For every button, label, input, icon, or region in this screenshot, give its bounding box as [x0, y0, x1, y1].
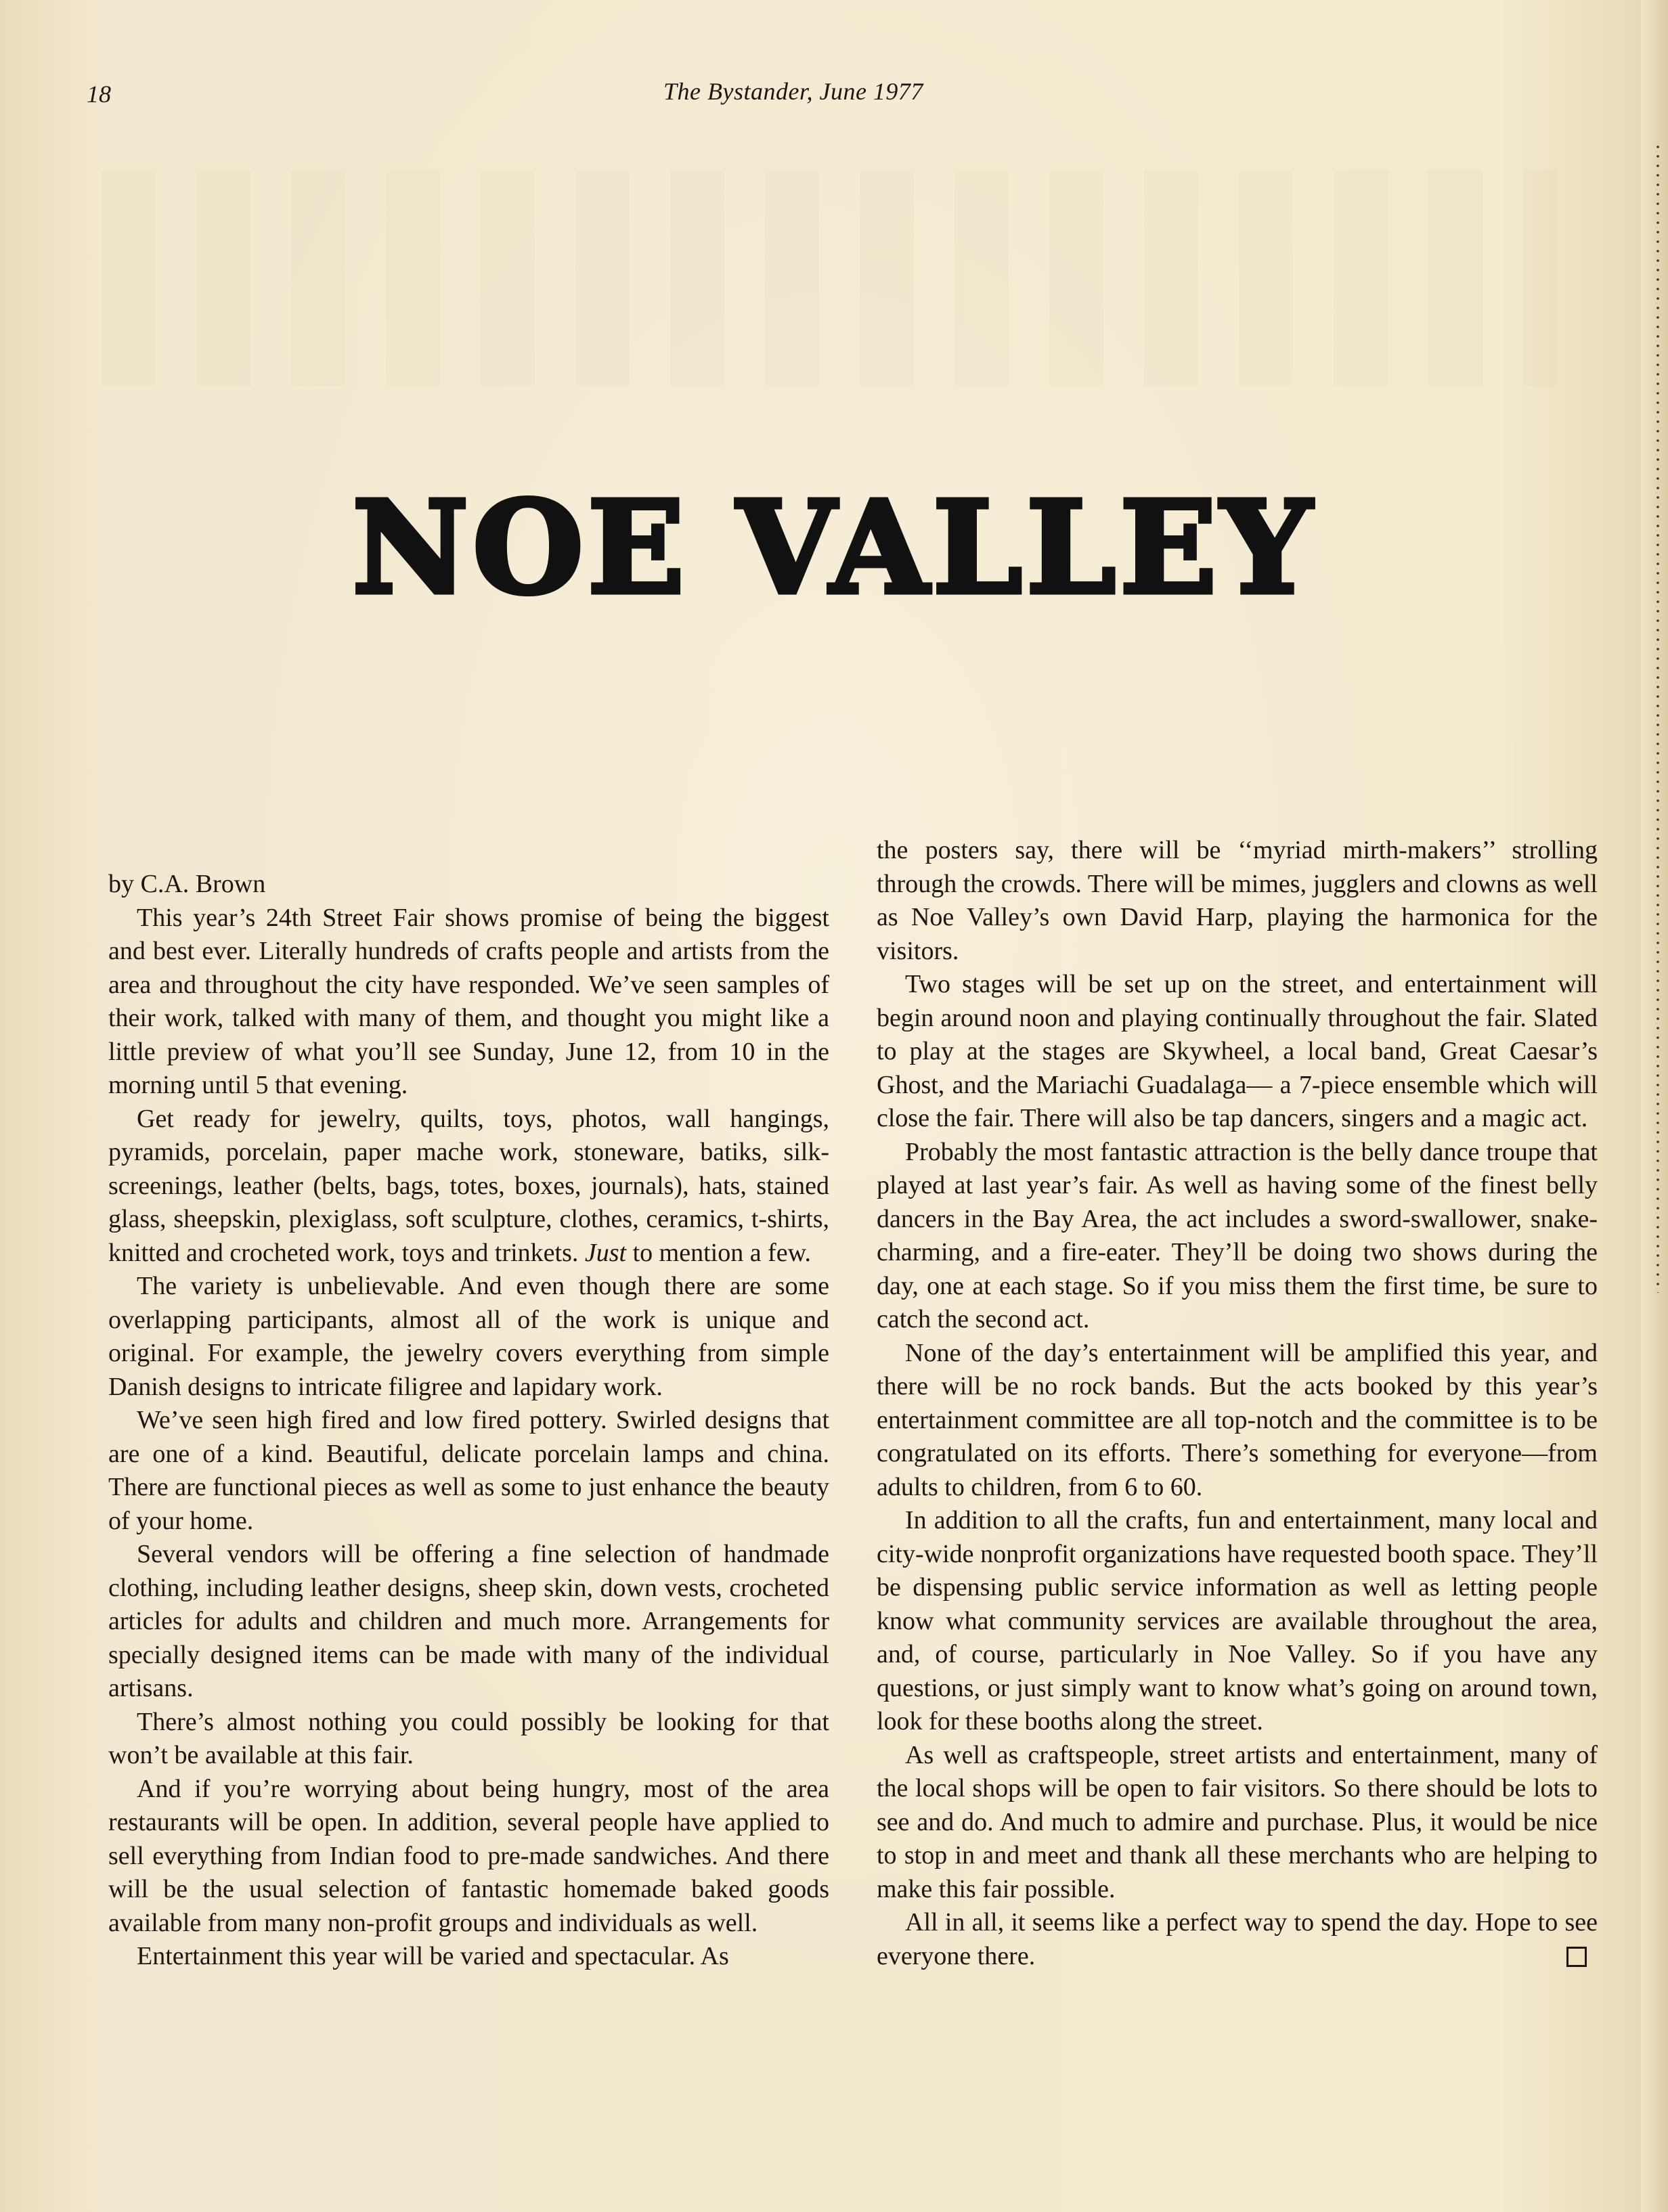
paragraph: None of the day’s entertainment will be amplified this year, and there will be no rock bands. But the acts booked by this year’s entertainment committee are all top-notch and the committee is to be congratulated on its efforts. There’s something for everyone—from adults to children, from 6 to 60. — [877, 1338, 1598, 1501]
paragraph: In addition to all the crafts, fun and entertainment, many local and city-wide nonprofit organizations have requested booth space. They’ll be dispensing public service information as well as letting people know what community services are available throughout the area, and, of course, particularly in Noe Valley. So if you have any questions, or just simply want to know what’s going on around town, look for these booths along the street. — [877, 1506, 1598, 1735]
paragraph: And if you’re worrying about being hungry, most of the area restaurants will be open. In addition, several people have applied to sell everything from Indian food to pre-made sandwiches. And there will be the usual selection of fantastic homemade baked goods available from many non-profit groups and individuals as well. — [108, 1774, 829, 1937]
left-column — [108, 868, 829, 1974]
article-headline: NOE VALLEY — [352, 472, 1316, 623]
paragraph: We’ve seen high fired and low fired pottery. Swirled designs that are one of a kind. Beautiful, delicate porcelain lamps and china. There are functional pieces as well as some to just enhance the beauty of your home. — [108, 1406, 829, 1535]
paragraph: There’s almost nothing you could possibly be looking for that won’t be available at this fair. — [108, 1707, 829, 1769]
perforation-dots — [1656, 142, 1660, 1293]
paragraph-tail: to mention a few. — [626, 1238, 812, 1267]
running-head: The Bystander, June 1977 — [663, 78, 923, 105]
paragraph: Two stages will be set up on the street, and entertainment will begin around noon and playing continually throughout the fair. Slated to play at the stages are Skywheel, a local band, Great Caesar’s Ghost, and the Mariachi Guadalaga— a 7-piece ensemble which will close the fair. There will also be tap dancers, singers and a magic act. — [877, 970, 1598, 1132]
paragraph: Several vendors will be offering a fine selection of handmade clothing, including leather designs, sheep skin, down vests, crocheted articles for adults and children and much more. Arrangements for specially designed items can be made with many of the individual artisans. — [108, 1540, 829, 1702]
paragraph-text: Get ready for jewelry, quilts, toys, photos, wall hangings, pyramids, porcelain, paper mache work, stoneware, batiks, silk-screenings, leather (belts, bags, totes, boxes, journals), hats, stained glass, sheepskin, plexiglass, soft sculpture, clothes, ceramics, t-shirts, knitted and crocheted work, toys and trinkets. — [108, 1104, 829, 1267]
right-column — [877, 834, 1598, 1973]
byline: by C.A. Brown — [108, 870, 266, 898]
paragraph: This year’s 24th Street Fair shows promise of being the biggest and best ever. Literally hundreds of crafts people and artists from the area and throughout the city have responded. We’ve seen samples of their work, talked with many of them, and thought you might like a little preview of what you’ll see Sunday, June 12, from 10 in the morning until 5 that evening. — [108, 903, 829, 1099]
paragraph: Entertainment this year will be varied and spectacular. As — [137, 1942, 729, 1970]
paragraph-text: All in all, it seems like a perfect way to spend the day. Hope to see everyone there. — [877, 1908, 1598, 1970]
page-edge — [1641, 0, 1668, 2212]
paragraph-emphasis: Just — [584, 1238, 627, 1267]
paragraph: Probably the most fantastic attraction is the belly dance troupe that played at last year’s fair. As well as having some of the finest belly dancers in the Bay Area, the act includes a sword-swallower, snake-charming, and a fire-eater. They’ll be doing two shows during the day, one at each stage. So if you miss them the first time, be sure to catch the second act. — [877, 1137, 1598, 1333]
page-number: 18 — [87, 81, 111, 108]
paragraph — [108, 1103, 829, 1270]
bleed-through-shadow — [102, 169, 1557, 386]
paragraph: As well as craftspeople, street artists and entertainment, many of the local shops will be open to fair visitors. So there should be lots to see and do. And much to admire and purchase. Plus, it would be nice to stop in and meet and thank all these merchants who are helping to make this fair possible. — [877, 1740, 1598, 1903]
end-mark-icon — [1566, 1947, 1587, 1967]
paragraph: The variety is unbelievable. And even though there are some overlapping participants, almost all of the work is unique and original. For example, the jewelry covers everything from simple Danish designs to intricate filigree and lapidary work. — [108, 1272, 829, 1401]
paragraph: the posters say, there will be ‘‘myriad mirth-makers’’ strolling through the crowds. There will be mimes, jugglers and clowns as well as Noe Valley’s own David Harp, playing the harmonica for the visitors. — [877, 836, 1598, 965]
final-paragraph — [877, 1906, 1598, 1973]
